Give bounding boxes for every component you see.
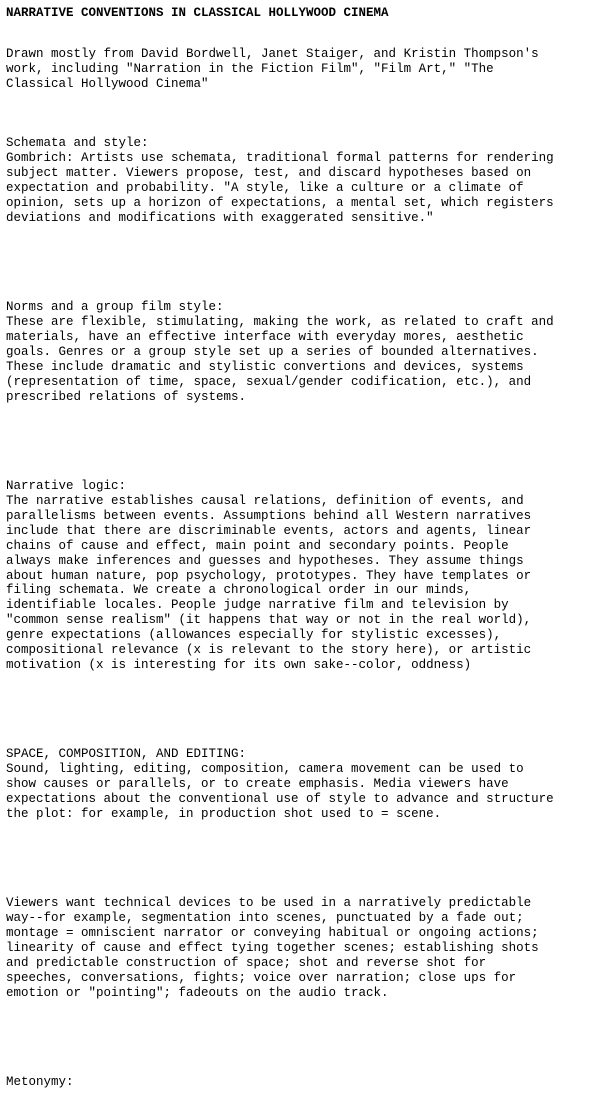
section-schemata [6, 107, 594, 256]
section-norms [6, 270, 594, 434]
section-body: Sound, lighting, editing, composition, camera movement can be used to show causes or parallels, or to create emphasis. Media viewers have expectations about the conventional use of style to advance and structure the plot: for example, in production shot used to = scene. [6, 762, 554, 822]
section-body: Gombrich: Artists use schemata, traditional formal patterns for rendering subject matter. Viewers propose, test, and discard hypotheses based on expectation and probability. "A style, like a culture or a climate of opinion, sets up a horizon of expectations, a mental set, which registers deviations and modifications with exaggerated sensitive." [6, 151, 554, 225]
section-heading: Norms and a group film style: [6, 300, 224, 315]
title-spacer [6, 21, 594, 47]
section-metonymy [6, 1046, 594, 1120]
document-title: NARRATIVE CONVENTIONS IN CLASSICAL HOLLYWOOD CINEMA [6, 6, 389, 20]
intro-paragraph: Drawn mostly from David Bordwell, Janet Staiger, and Kristin Thompson's work, including "Narration in the Fiction Film", "Film Art," "The Classical Hollywood Cinema" [6, 46, 539, 91]
section-space-composition-editing [6, 718, 594, 852]
section-heading: Narrative logic: [6, 479, 127, 494]
section-heading: SPACE, COMPOSITION, AND EDITING: [6, 747, 247, 762]
section-heading: Schemata and style: [6, 136, 149, 151]
section-narrative-logic [6, 449, 594, 702]
document [6, 6, 594, 1120]
section-body: Viewers want technical devices to be used in a narratively predictable way--for example, segmentation into scenes, punctuated by a fade out; montage = omniscient narrator or conveying habitual or ongoing actions; linearity of cause and effect tying together scenes; establishing shots and predictable construction of space; shot and reverse shot for speeches, conversations, fights; voice over narration; close ups for emotion or "pointing"; fadeouts on the audio track. [6, 896, 539, 1000]
section-heading: Metonymy: [6, 1075, 74, 1090]
section-body: These are flexible, stimulating, making the work, as related to craft and materials, have an effective interface with everyday mores, aesthetic goals. Genres or a group style set up a series of bounded alternatives. These include dramatic and stylistic convertions and devices, systems (representation of time, space, sexual/gender codification, etc.), and prescribed relations of systems. [6, 315, 554, 404]
section-technical-devices [6, 867, 594, 1031]
section-body: The narrative establishes causal relations, definition of events, and parallelisms between events. Assumptions behind all Western narratives include that there are discriminable events, actors and agents, linear chains of cause and effect, main point and secondary points. People always make inferences and guesses and hypotheses. They assume things about human nature, pop psychology, prototypes. They have templates or filing schemata. We create a chronological order in our minds, identifiable locales. People judge narrative film and television by "common sense realism" (it happens that way or not in the real world), genre expectations (allowances especially for stylistic excesses), compositional relevance (x is relevant to the story here), or artistic motivation (x is interesting for its own sake--color, oddness) [6, 494, 532, 673]
